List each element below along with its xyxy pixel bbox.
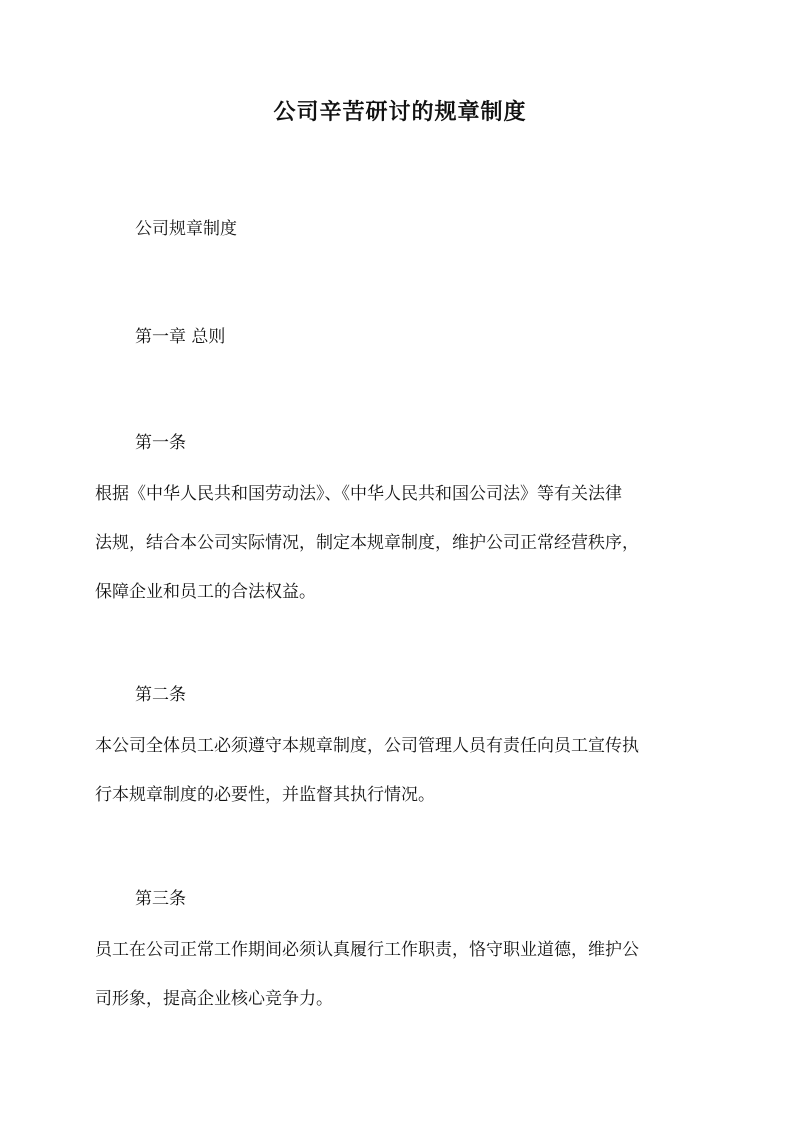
article-1-line-1: 根据《中华人民共和国劳动法》、《中华人民共和国公司法》等有关法律 xyxy=(95,484,622,504)
article-2-line-2: 行本规章制度的必要性，并监督其执行情况。 xyxy=(95,785,435,805)
article-3-line-2: 司形象，提高企业核心竞争力。 xyxy=(95,989,333,1009)
article-1-line-2: 法规，结合本公司实际情况，制定本规章制度，维护公司正常经营秩序， xyxy=(95,533,639,553)
article-1-line-3: 保障企业和员工的合法权益。 xyxy=(95,582,316,602)
document-subtitle: 公司规章制度 xyxy=(135,219,237,239)
article-3-heading: 第三条 xyxy=(135,889,186,909)
article-3-line-1: 员工在公司正常工作期间必须认真履行工作职责，恪守职业道德，维护公 xyxy=(95,940,639,960)
page-title: 公司辛苦研讨的规章制度 xyxy=(273,99,527,125)
chapter-heading: 第一章 总则 xyxy=(135,327,226,347)
article-2-line-1: 本公司全体员工必须遵守本规章制度，公司管理人员有责任向员工宣传执 xyxy=(95,736,639,756)
article-1-heading: 第一条 xyxy=(135,433,186,453)
article-2-heading: 第二条 xyxy=(135,685,186,705)
